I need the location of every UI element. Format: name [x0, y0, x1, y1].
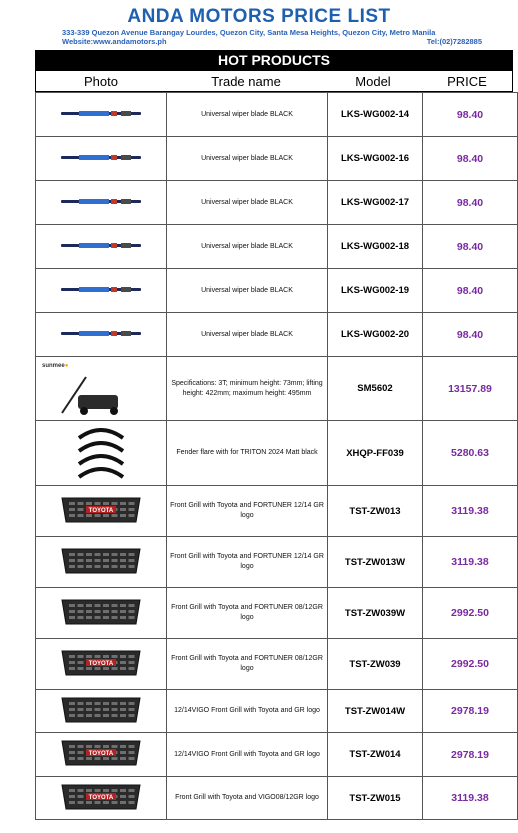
- column-trade-name: Trade name: [211, 74, 281, 89]
- photo-cell: [36, 269, 167, 313]
- svg-text:TOYOTA: TOYOTA: [88, 507, 114, 514]
- table-header: [35, 70, 513, 92]
- photo-cell: [36, 588, 167, 639]
- price-cell: 98.40: [423, 269, 518, 313]
- website-text: Website:www.andamotors.ph: [62, 37, 167, 46]
- column-model: Model: [355, 74, 391, 89]
- model-cell: TST-ZW039: [328, 639, 423, 690]
- photo-cell: [36, 181, 167, 225]
- price-cell: 3119.38: [423, 537, 518, 588]
- model-cell: TST-ZW014: [328, 733, 423, 777]
- photo-cell: [36, 137, 167, 181]
- price-cell: 98.40: [423, 181, 518, 225]
- photo-cell: [36, 357, 167, 421]
- front-grill-icon: [58, 492, 144, 526]
- photo-cell: [36, 313, 167, 357]
- trade-name-cell: Front Grill with Toyota and FORTUNER 12/14 GR logo: [167, 537, 328, 588]
- table-row: [36, 269, 518, 313]
- price-cell: 98.40: [423, 313, 518, 357]
- price-cell: 98.40: [423, 93, 518, 137]
- column-price: PRICE: [447, 74, 487, 89]
- table-row: [36, 537, 518, 588]
- photo-cell: [36, 421, 167, 486]
- model-cell: LKS-WG002-16: [328, 137, 423, 181]
- front-grill-icon: [58, 779, 144, 813]
- price-cell: 98.40: [423, 137, 518, 181]
- telephone-text: Tel:(02)7282885: [426, 37, 482, 46]
- table-row: [36, 639, 518, 690]
- trade-name-cell: Front Grill with Toyota and VIGO08/12GR logo: [167, 777, 328, 820]
- trade-name-cell: Front Grill with Toyota and FORTUNER 08/12GR logo: [167, 639, 328, 690]
- page-title: ANDA MOTORS PRICE LIST: [127, 6, 391, 27]
- contact-line: [62, 37, 482, 46]
- trade-name-cell: 12/14VIGO Front Grill with Toyota and GR logo: [167, 690, 328, 733]
- model-cell: SM5602: [328, 357, 423, 421]
- table-row: [36, 225, 518, 269]
- photo-cell: [36, 93, 167, 137]
- table-row: [36, 313, 518, 357]
- model-cell: LKS-WG002-18: [328, 225, 423, 269]
- front-grill-icon: [58, 735, 144, 769]
- section-banner: HOT PRODUCTS: [35, 50, 513, 70]
- trade-name-cell: Universal wiper blade BLACK: [167, 181, 328, 225]
- model-cell: TST-ZW014W: [328, 690, 423, 733]
- photo-cell: [36, 639, 167, 690]
- front-grill-icon: [58, 692, 144, 726]
- price-cell: 2978.19: [423, 733, 518, 777]
- wiper-blade-icon: [59, 109, 143, 119]
- svg-text:TOYOTA: TOYOTA: [88, 660, 114, 667]
- price-cell: 2992.50: [423, 588, 518, 639]
- trade-name-cell: Front Grill with Toyota and FORTUNER 12/14 GR logo: [167, 486, 328, 537]
- trade-name-cell: 12/14VIGO Front Grill with Toyota and GR logo: [167, 733, 328, 777]
- front-grill-icon: [58, 594, 144, 628]
- table-row: [36, 137, 518, 181]
- price-cell: 98.40: [423, 225, 518, 269]
- table-row: [36, 181, 518, 225]
- trade-name-cell: Front Grill with Toyota and FORTUNER 08/12GR logo: [167, 588, 328, 639]
- model-cell: LKS-WG002-19: [328, 269, 423, 313]
- photo-cell: [36, 733, 167, 777]
- floor-jack-photo: [36, 359, 166, 419]
- table-row: [36, 93, 518, 137]
- trade-name-cell: Universal wiper blade BLACK: [167, 93, 328, 137]
- model-cell: LKS-WG002-14: [328, 93, 423, 137]
- price-cell: 5280.63: [423, 421, 518, 486]
- product-table: [35, 92, 518, 820]
- fender-flares-icon: [71, 422, 131, 480]
- trade-name-cell: Universal wiper blade BLACK: [167, 225, 328, 269]
- wiper-blade-icon: [59, 241, 143, 251]
- trade-name-cell: Universal wiper blade BLACK: [167, 269, 328, 313]
- table-row: [36, 588, 518, 639]
- table-row: [36, 690, 518, 733]
- front-grill-icon: [58, 543, 144, 577]
- model-cell: XHQP-FF039: [328, 421, 423, 486]
- model-cell: LKS-WG002-20: [328, 313, 423, 357]
- wiper-blade-icon: [59, 153, 143, 163]
- front-grill-icon: [58, 645, 144, 679]
- photo-cell: [36, 777, 167, 820]
- price-cell: 3119.38: [423, 486, 518, 537]
- floor-jack-icon: [56, 373, 126, 417]
- wiper-blade-icon: [59, 285, 143, 295]
- photo-cell: [36, 690, 167, 733]
- model-cell: TST-ZW013W: [328, 537, 423, 588]
- sunmee-logo: sunmee●: [42, 362, 69, 369]
- trade-name-cell: Universal wiper blade BLACK: [167, 313, 328, 357]
- table-row: [36, 421, 518, 486]
- table-row: [36, 733, 518, 777]
- table-row: [36, 357, 518, 421]
- svg-text:TOYOTA: TOYOTA: [88, 751, 114, 757]
- price-cell: 2992.50: [423, 639, 518, 690]
- svg-text:TOYOTA: TOYOTA: [88, 794, 114, 801]
- wiper-blade-icon: [59, 329, 143, 339]
- trade-name-cell: Specifications: 3T; minimum height: 73mm; lifting height: 422mm; maximum height: 495mm: [167, 357, 328, 421]
- wiper-blade-icon: [59, 197, 143, 207]
- trade-name-cell: Universal wiper blade BLACK: [167, 137, 328, 181]
- photo-cell: [36, 486, 167, 537]
- address-line: 333-339 Quezon Avenue Barangay Lourdes, Quezon City, Santa Mesa Heights, Quezon City, Metro Manila: [62, 28, 436, 37]
- photo-cell: [36, 537, 167, 588]
- price-cell: 2978.19: [423, 690, 518, 733]
- model-cell: TST-ZW039W: [328, 588, 423, 639]
- model-cell: TST-ZW013: [328, 486, 423, 537]
- trade-name-cell: Fender flare with for TRITON 2024 Matt black: [167, 421, 328, 486]
- table-row: [36, 777, 518, 820]
- model-cell: TST-ZW015: [328, 777, 423, 820]
- table-row: [36, 486, 518, 537]
- price-cell: 3119.38: [423, 777, 518, 820]
- photo-cell: [36, 225, 167, 269]
- price-cell: 13157.89: [423, 357, 518, 421]
- model-cell: LKS-WG002-17: [328, 181, 423, 225]
- column-photo: Photo: [84, 74, 118, 89]
